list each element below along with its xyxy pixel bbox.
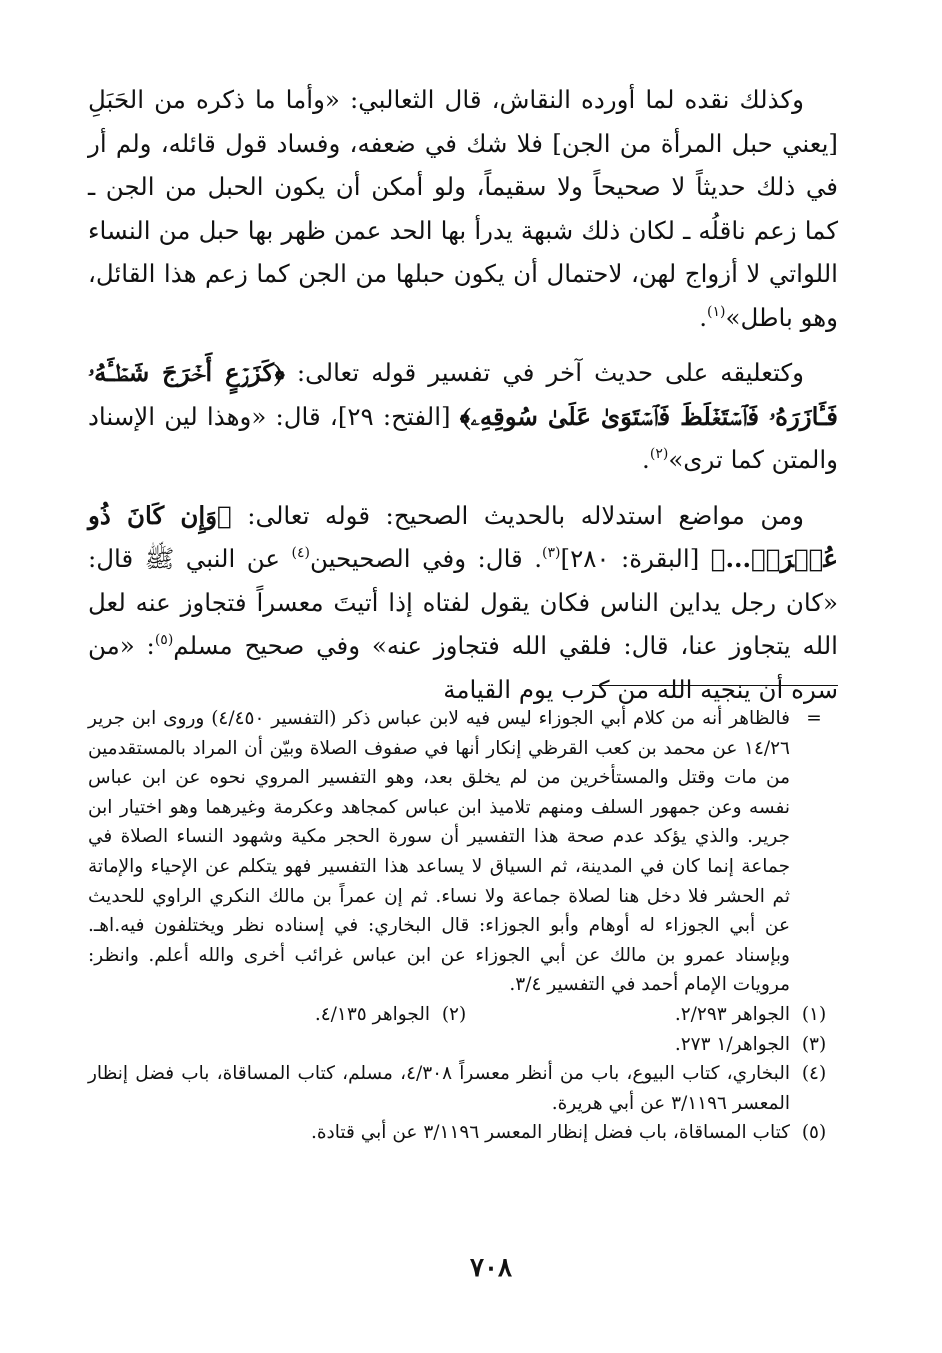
footnote-continued-text: فالظاهر أنه من كلام أبي الجوزاء ليس فيه لابن عباس ذكر (التفسير ٤/٤٥٠) وروى ابن جرير ١٤/٢٦ عن محمد بن كعب القرظي إنكار أنها في صفوف الصلاة وبيّن أن المراد بالمستقدمين من مات وقتل والمستأخرين من لم يخلق بعد، وهو التفسير المروي نحوه عن ابن عباس نفسه وعن جمهور السلف ومنهم تلاميذ ابن عباس كمجاهد وعكرمة وغيرهما وهو اختيار ابن جرير. والذي يؤكد عدم صحة هذا التفسير أن سورة الحجر مكية وشهود النساء الصلاة في جماعة إنما كان في المدينة، ثم السياق لا يساعد هذا التفسير فهو يتكلم عن الإحياء والإماتة ثم الحشر فلا دخل هنا لصلاة جماعة ولا نساء. ثم إن عمراً بن مالك النكري الراوي للحديث عن أبي الجوزاء له أوهام وأبو الجوزاء: قال البخاري: في إسناده نظر ويختلفون فيه.اهـ. وبإسناد عمرو بن مالك عن أبي الجوزاء عن ابن عباس غرائب أخرى والله أعلم. وانظر: مرويات الإمام أحمد في التفسير ٣/٤. xyxy=(88,708,790,996)
paragraph-1 xyxy=(88,78,838,339)
footnote-ref-2[interactable]: (٢) xyxy=(649,446,669,462)
footnote-4-text: البخاري، كتاب البيوع، باب من أنظر معسراً ٤/٣٠٨، مسلم، كتاب المساقاة، باب فضل إنظار المعسر ٣/١١٩٦ عن أبي هريرة. xyxy=(88,1063,790,1114)
main-text xyxy=(88,78,838,711)
footnote-1 xyxy=(478,1000,838,1030)
page-number: ٧٠٨ xyxy=(470,1253,512,1283)
footnote-2 xyxy=(118,1000,478,1030)
footnote-separator xyxy=(592,685,838,686)
footnote-2-text: الجواهر ٤/١٣٥. xyxy=(314,1003,430,1025)
footnote-1-number: (١) xyxy=(801,1003,827,1025)
footnote-5-text: كتاب المساقاة، باب فضل إنظار المعسر ٣/١١٩٦ عن أبي قتادة. xyxy=(310,1122,790,1144)
paragraph-2-end: . xyxy=(642,445,650,474)
paragraph-3-hadith: عن النبي ﷺ قال: «كان رجل يداين الناس فكان يقول لفتاه إذا أتيتَ معسراً فتجاوز عنه لعل الله يتجاوز عنا، قال: فلقي الله فتجاوز عنه» وفي صحيح مسلم xyxy=(88,544,838,660)
paragraph-2-text-end: [الفتح: ٢٩]، قال: «وهذا لين الإسناد والمتن كما ترى» xyxy=(88,401,838,474)
footnote-5-number: (٥) xyxy=(801,1122,827,1144)
footnote-2-number: (٢) xyxy=(441,1003,467,1025)
continuation-marker: = xyxy=(806,708,822,729)
paragraph-3 xyxy=(88,494,838,712)
paragraph-3-text-mid: . قال: وفي الصحيحين xyxy=(310,544,543,573)
footnote-3 xyxy=(88,1030,838,1060)
paragraph-2 xyxy=(88,351,838,482)
paragraph-3-text-start: ومن مواضع استدلاله بالحديث الصحيح: قوله تعالى: xyxy=(231,500,804,530)
paragraph-3-text-end: : «من سره أن ينجيه الله من كرب يوم القيامة xyxy=(88,631,838,704)
quran-verse-baqarah: ﴿وَإِن كَانَ ذُو عُسۡرَةٖ...﴾ xyxy=(88,500,838,573)
paragraph-2-text-start: وكتعليقه على حديث آخر في تفسير قوله تعالى: xyxy=(284,358,805,387)
footnote-ref-5[interactable]: (٥) xyxy=(154,632,174,648)
page xyxy=(88,78,838,1144)
quran-verse-fath: ﴿كَزَرۡعٍ أَخۡرَجَ شَطۡـَٔهُۥ فَـَٔازَرَهُۥ فَٱسۡتَغۡلَظَ فَٱسۡتَوَىٰ عَلَىٰ سُوقِهِۦ﴾ xyxy=(88,358,838,431)
footnote-1-text: الجواهر ٢/٢٩٣. xyxy=(674,1003,790,1025)
footnote-pair-1-2 xyxy=(88,1000,838,1030)
footnote-ref-3[interactable]: (٣) xyxy=(542,545,561,561)
footnote-3-text: الجواهر/١ ٢٧٣. xyxy=(674,1033,790,1055)
paragraph-3-citation: [البقرة: ٢٨٠] xyxy=(560,544,711,573)
footnote-5 xyxy=(88,1118,838,1148)
paragraph-1-end: . xyxy=(699,302,707,332)
footnotes xyxy=(88,704,838,1148)
paragraph-1-text: وكذلك نقده لما أورده النقاش، قال الثعالبي: «وأما ما ذكره من الحَبَلِ [يعني حبل المرأة من الجن] فلا شك في ضعفه، وفساد قول قائله، ولم أر في ذلك حديثاً لا صحيحاً ولا سقيماً، ولو أمكن أن يكون الحبل من الجن ـ كما زعم ناقلُه ـ لكان ذلك شبهة يدرأ بها الحد عمن ظهر بها حبل من النساء اللواتي لا أزواج لهن، لاحتمال أن يكون حبلها من الجن كما زعم هذا القائل، وهو باطل» xyxy=(88,85,838,332)
footnote-3-number: (٣) xyxy=(801,1033,827,1055)
footnote-continued xyxy=(88,704,838,1000)
footnote-4-number: (٤) xyxy=(801,1063,827,1085)
footnote-ref-4[interactable]: (٤) xyxy=(291,545,310,561)
footnote-ref-1[interactable]: (١) xyxy=(707,303,726,320)
footnote-4 xyxy=(88,1059,838,1118)
